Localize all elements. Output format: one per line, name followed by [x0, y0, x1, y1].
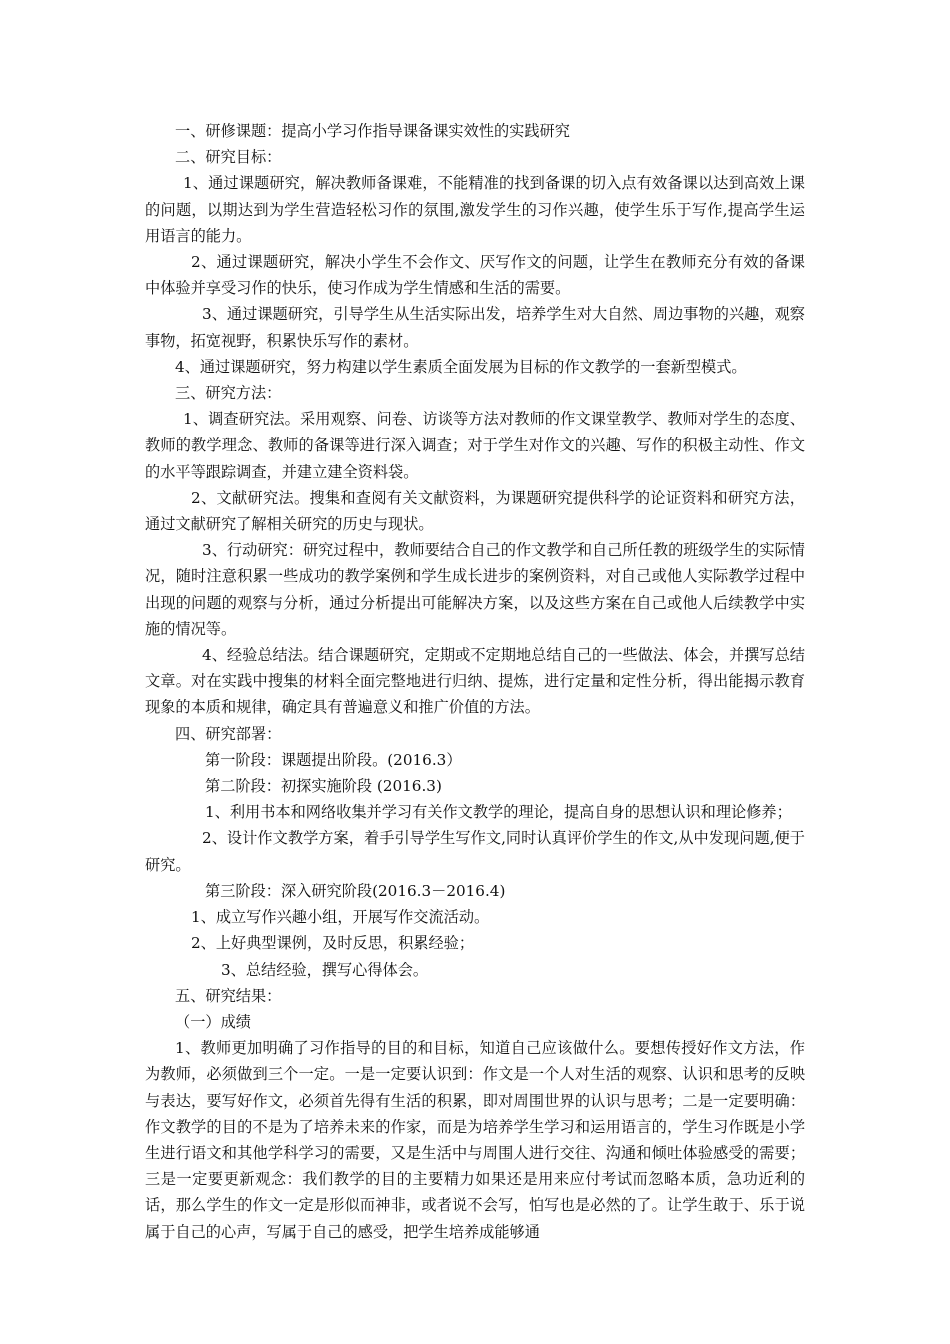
plan-stage-3-item-1: 1、成立写作兴趣小组，开展写作交流活动。 — [191, 908, 490, 927]
heading-research-methods: 三、研究方法： — [175, 384, 282, 403]
goal-paragraph-2: 2、通过课题研究，解决小学生不会作文、厌写作文的问题，让学生在教师充分有效的备课中体验并享受习作的快乐，使习作成为学生情感和生活的需要。 — [145, 253, 805, 298]
heading-research-topic: 一、研修课题：提高小学习作指导课备课实效性的实践研究 — [175, 122, 570, 140]
results-subheading-achievements: （一）成绩 — [175, 1012, 251, 1031]
heading-research-plan: 四、研究部署： — [175, 724, 282, 743]
method-paragraph-3: 3、行动研究：研究过程中，教师要结合自己的作文教学和自己所任教的班级学生的实际情况，随时注意积累一些成功的教学案例和学生成长进步的案例资料，对自己或他人实际教学过程中出现的问题的观察与分析，通过分析提出可能解决方案，以及这些方案在自己或他人后续教学中实施的情况等。 — [145, 541, 805, 638]
plan-stage-3-item-2: 2、上好典型课例，及时反思，积累经验； — [191, 934, 475, 953]
goal-paragraph-4: 4、通过课题研究，努力构建以学生素质全面发展为目标的作文教学的一套新型模式。 — [175, 357, 747, 376]
results-paragraph-1: 1、教师更加明确了习作指导的目的和目标，知道自己应该做什么。要想传授好作文方法，作为教师，必须做到三个一定。一是一定要认识到：作文是一个人对生活的观察、认识和思考的反映与表达，要写好作文，必须首先得有生活的积累，即对周围世界的认识与思考；二是一定要明确：作文教学的目的不是为了培养未来的作家，而是为培养学生学习和运用语言的，学生习作既是小学生进行语文和其他学科学习的需要，又是生活中与周围人进行交往、沟通和倾吐体验感受的需要；三是一定要更新观念：我们教学的目的主要精力如果还是用来应付考试而忽略本质，急功近利的话，那么学生的作文一定是形似而神非，或者说不会写，怕写也是必然的了。让学生敢于、乐于说属于自己的心声，写属于自己的感受，把学生培养成能够通 — [145, 1039, 805, 1241]
goal-paragraph-3: 3、通过课题研究，引导学生从生活实际出发，培养学生对大自然、周边事物的兴趣，观察事物，拓宽视野，积累快乐写作的素材。 — [145, 305, 805, 350]
plan-stage-2-item-2: 2、设计作文教学方案，着手引导学生写作文,同时认真评价学生的作文,从中发现问题,便于研究。 — [145, 829, 805, 874]
goal-paragraph-1: 1、通过课题研究，解决教师备课难，不能精准的找到备课的切入点有效备课以达到高效上课的问题，以期达到为学生营造轻松习作的氛围,激发学生的习作兴趣，使学生乐于写作,提高学生运用语言的能力。 — [145, 174, 805, 245]
method-paragraph-2: 2、文献研究法。搜集和查阅有关文献资料，为课题研究提供科学的论证资料和研究方法，通过文献研究了解相关研究的历史与现状。 — [145, 488, 805, 534]
document-body — [145, 118, 805, 1245]
plan-stage-2-item-1: 1、利用书本和网络收集并学习有关作文教学的理论，提高自身的思想认识和理论修养； — [205, 803, 792, 822]
plan-stage-1: 第一阶段：课题提出阶段。(2016.3） — [205, 750, 462, 769]
plan-stage-3-item-3: 3、总结经验，撰写心得体会。 — [221, 960, 429, 979]
method-paragraph-1: 1、调查研究法。采用观察、问卷、访谈等方法对教师的作文课堂教学、教师对学生的态度、教师的教学理念、教师的备课等进行深入调查；对于学生对作文的兴趣、写作的积极主动性、作文的水平等跟踪调查，并建立建全资料袋。 — [145, 410, 805, 481]
plan-stage-3: 第三阶段：深入研究阶段(2016.3－2016.4) — [205, 881, 506, 900]
heading-research-results: 五、研究结果： — [175, 986, 282, 1005]
heading-research-goals: 二、研究目标： — [175, 148, 282, 167]
method-paragraph-4: 4、经验总结法。结合课题研究，定期或不定期地总结自己的一些做法、体会，并撰写总结文章。对在实践中搜集的材料全面完整地进行归纳、提炼，进行定量和定性分析，得出能揭示教育现象的本质和规律，确定具有普遍意义和推广价值的方法。 — [145, 646, 805, 717]
plan-stage-2: 第二阶段：初探实施阶段 (2016.3) — [205, 777, 442, 796]
